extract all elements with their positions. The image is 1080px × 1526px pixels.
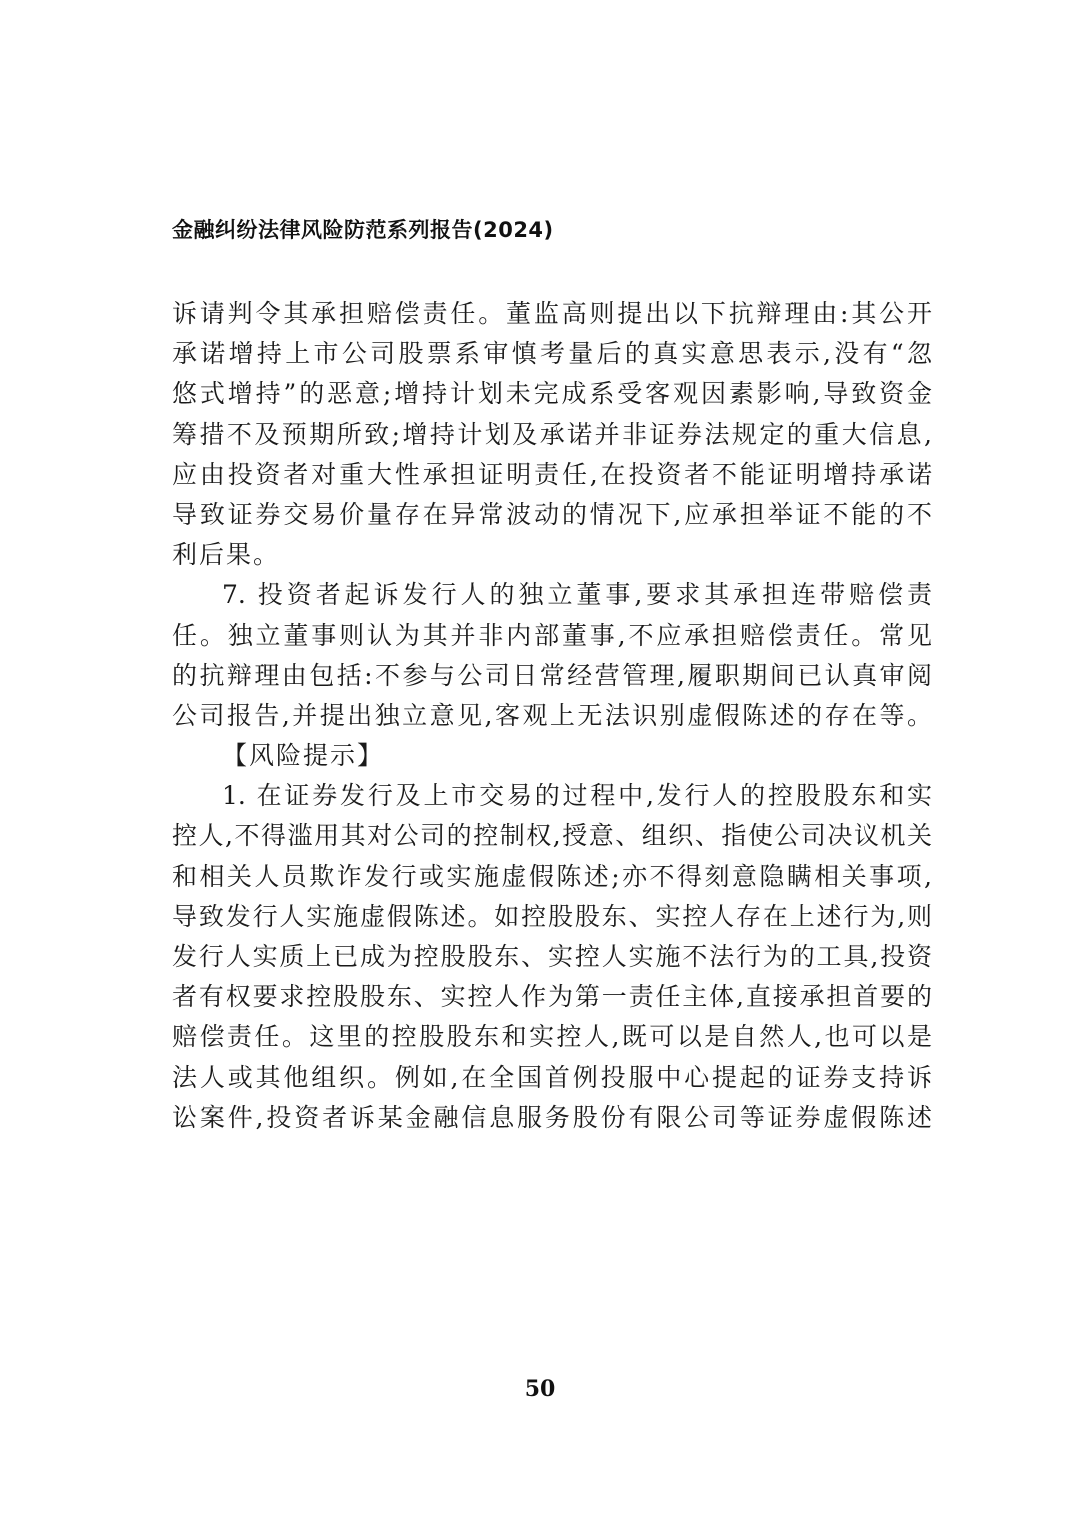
text-line: 7. 投资者起诉发行人的独立董事,要求其承担连带赔偿责 [222,580,932,610]
text-line: 应由投资者对重大性承担证明责任,在投资者不能证明增持承诺 [172,459,932,489]
page-number: 50 [524,1376,556,1402]
text-line: 发行人实质上已成为控股股东、实控人实施不法行为的工具,投资 [172,942,932,971]
text-line: 控人,不得滥用其对公司的控制权,授意、组织、指使公司决议机关 [172,821,932,851]
text-line: 任。独立董事则认为其并非内部董事,不应承担赔偿责任。常见 [172,620,932,650]
text-line: 的抗辩理由包括:不参与公司日常经营管理,履职期间已认真审阅 [172,660,932,690]
text-line: 导致证券交易价量存在异常波动的情况下,应承担举证不能的不 [172,499,932,529]
text-line: 诉请判令其承担赔偿责任。董监高则提出以下抗辩理由:其公开 [172,299,932,328]
text-line: 公司报告,并提出独立意见,客观上无法识别虚假陈述的存在等。 [172,700,932,730]
text-line: 赔偿责任。这里的控股股东和实控人,既可以是自然人,也可以是 [172,1022,932,1052]
text-line: 利后果。 [172,540,281,570]
text-line: 讼案件,投资者诉某金融信息服务股份有限公司等证券虚假陈述 [172,1102,932,1132]
body-text [172,294,932,1138]
text-line: 法人或其他组织。例如,在全国首例投服中心提起的证券支持诉 [172,1062,932,1092]
text-line: 和相关人员欺诈发行或实施虚假陈述;亦不得刻意隐瞒相关事项, [172,861,932,891]
text-line: 1. 在证券发行及上市交易的过程中,发行人的控股股东和实 [222,781,932,811]
text-line: 筹措不及预期所致;增持计划及承诺并非证券法规定的重大信息, [172,419,932,449]
section-heading: 【风险提示】 [222,741,385,771]
text-line: 导致发行人实施虚假陈述。如控股股东、实控人存在上述行为,则 [172,901,932,931]
running-header-title: 金融纠纷法律风险防范系列报告(2024) [172,218,554,242]
text-line: 者有权要求控股股东、实控人作为第一责任主体,直接承担首要的 [172,982,932,1012]
text-line: 承诺增持上市公司股票系审慎考量后的真实意思表示,没有“忽 [172,339,932,369]
text-line: 悠式增持”的恶意;增持计划未完成系受客观因素影响,导致资金 [172,379,932,409]
